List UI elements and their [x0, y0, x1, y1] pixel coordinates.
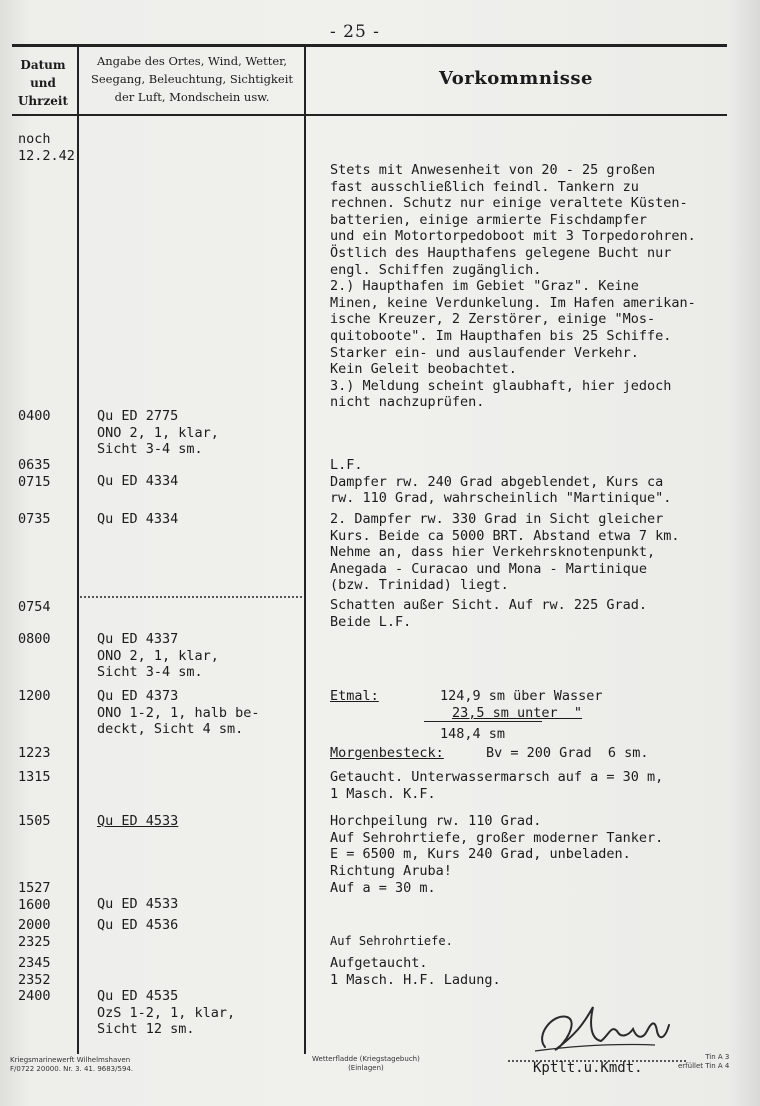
date-entry: noch 12.2.42	[18, 131, 75, 164]
event-1527: Auf a = 30 m.	[330, 880, 436, 896]
column-divider-2	[304, 44, 306, 1054]
location-1505: Qu ED 4533	[97, 813, 179, 829]
header-datum-line: Uhrzeit	[17, 94, 69, 108]
time-0754: 0754	[18, 599, 51, 615]
top-rule	[12, 44, 727, 47]
event-2325: Auf Sehrohrtiefe.	[330, 934, 453, 948]
morgenbesteck-label: Morgenbesteck:	[330, 745, 444, 761]
event-1505: Horchpeilung rw. 110 Grad. Auf Sehrohrtiefe, großer moderner Tanker. E = 6500 m, Kurs 240 Grad, unbeladen. Richtung Aruba!	[330, 813, 664, 879]
header-datum-line: und	[30, 76, 56, 90]
page-number: - 25 -	[330, 22, 380, 42]
time-1505: 1505	[18, 813, 51, 829]
event-0754: Schatten außer Sicht. Auf rw. 225 Grad. Beide L.F.	[330, 597, 647, 630]
event-1315: Getaucht. Unterwassermarsch auf a = 30 m, 1 Masch. K.F.	[330, 769, 664, 802]
header-datum	[12, 56, 74, 110]
location-2000: Qu ED 4536	[97, 917, 179, 933]
dotted-divider	[80, 596, 302, 598]
footer-printer-note: Kriegsmarinewerft Wilhelmshaven F/0722 20000. Nr. 3. 41. 9683/594.	[10, 1056, 134, 1073]
header-ort-line: Seegang, Beleuchtung, Sichtigkeit	[90, 72, 294, 86]
header-vorkommnisse: Vorkommnisse	[438, 68, 594, 89]
footer-form-number: Tin A 3 erfüllet Tin A 4	[678, 1053, 730, 1070]
time-1200: 1200	[18, 688, 51, 704]
time-0735: 0735	[18, 511, 51, 527]
event-2345-2352: Aufgetaucht. 1 Masch. H.F. Ladung.	[330, 955, 501, 988]
time-2000-2325: 2000 2325	[18, 917, 51, 950]
header-datum-line: Datum	[20, 58, 66, 72]
time-0800: 0800	[18, 631, 51, 647]
location-1200: Qu ED 4373 ONO 1-2, 1, halb be- deckt, Sicht 4 sm.	[97, 688, 260, 738]
header-ort-line: der Luft, Mondschein usw.	[114, 90, 270, 104]
footer-form-note: Wetterfladde (Kriegstagebuch) (Einlagen)	[312, 1055, 420, 1072]
report-text: Stets mit Anwesenheit von 20 - 25 großen fast ausschließlich feindl. Tankern zu rechnen. Schutz nur einige veraltete Küsten- batterien, einige armierte Fischdampfer und ein Motortorpedoboot mit 3 Torpedorohren. Östlich des Haupthafens gelegene Bucht nur engl. Schiffen zugänglich. 2.) Haupthafen im Gebiet "Graz". Keine Minen, keine Verdunkelung. Im Hafen amerikan- ische Kreuzer, 2 Zerstörer, einige "Mos- quitoboote". Im Haupthafen bis 25 Schiffe. Starker ein- und auslaufender Verkehr. Kein Geleit beobachtet. 3.) Meldung scheint glaubhaft, hier jedoch nicht nachzuprüfen.	[330, 162, 696, 411]
morgenbesteck-value: Bv = 200 Grad 6 sm.	[486, 745, 649, 761]
time-1527-1600: 1527 1600	[18, 880, 51, 913]
handwritten-signature	[505, 995, 685, 1065]
location-0800: Qu ED 4337 ONO 2, 1, klar, Sicht 3-4 sm.	[97, 631, 219, 681]
location-0400: Qu ED 2775 ONO 2, 1, klar, Sicht 3-4 sm.	[97, 408, 219, 458]
etmal-line-2: 23,5 sm unter "	[452, 705, 583, 721]
location-2400: Qu ED 4535 OzS 1-2, 1, klar, Sicht 12 sm.	[97, 988, 236, 1038]
location-1600: Qu ED 4533	[97, 896, 179, 912]
time-1315: 1315	[18, 769, 51, 785]
etmal-line-3: 148,4 sm	[440, 726, 506, 742]
time-1223: 1223	[18, 745, 51, 761]
etmal-line-1: 124,9 sm über Wasser	[440, 688, 603, 704]
time-0400: 0400	[18, 408, 51, 424]
etmal-label: Etmal:	[330, 688, 379, 704]
time-2345-2400: 2345 2352 2400	[18, 955, 51, 1005]
header-bottom-rule	[12, 114, 727, 116]
event-0735: 2. Dampfer rw. 330 Grad in Sicht gleicher Kurs. Beide ca 5000 BRT. Abstand etwa 7 km. Nehme an, dass hier Verkehrsknotenpunkt, Anegada - Curacao und Mona - Martinique (bzw. Trinidad) liegt.	[330, 511, 680, 594]
time-0635-0715: 0635 0715	[18, 457, 51, 490]
etmal-sum-rule	[424, 721, 542, 722]
header-ort-line: Angabe des Ortes, Wind, Wetter,	[96, 54, 288, 68]
signature-title: Kptlt.u.Kmdt.	[533, 1060, 643, 1076]
location-0735: Qu ED 4334	[97, 511, 179, 527]
location-0715: Qu ED 4334	[97, 473, 179, 489]
header-ort	[80, 52, 304, 106]
event-0635-0715: L.F. Dampfer rw. 240 Grad abgeblendet, Kurs ca rw. 110 Grad, wahrscheinlich "Martinique".	[330, 457, 672, 507]
